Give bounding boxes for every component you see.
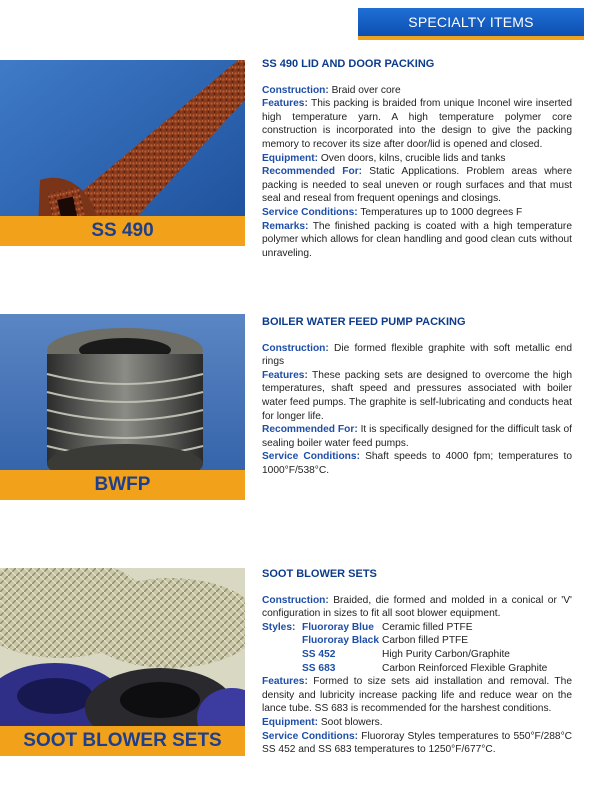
section-header [358, 8, 584, 40]
features-line: Features: This packing is braided from unique Inconel wire inserted high temperature yarn. A high temperature polymer core construction is incorporated into the design to give the packing memory to recover its size after door/lid is opened and closed. [262, 98, 572, 150]
styles-row: Fluororay Black Carbon filled PTFE [302, 635, 469, 647]
product-caption: SOOT BLOWER SETS [0, 726, 245, 756]
equipment-line: Equipment: Oven doors, kilns, crucible lids and tanks [262, 152, 506, 164]
styles-row: SS 683 Carbon Reinforced Flexible Graphite [302, 662, 548, 674]
product-title: SOOT BLOWER SETS [262, 568, 377, 580]
construction-line: Construction: Braid over core [262, 84, 401, 96]
product-photo-soot-blower [0, 568, 245, 756]
construction-line: Construction: Braided, die formed and molded in a conical or 'V' configuration in sizes to fit all soot blower equipment. [262, 594, 572, 620]
product-photo-ss490 [0, 60, 245, 246]
recommended-line: Recommended For: It is specifically designed for the difficult task of sealing boiler water feed pumps. [262, 424, 572, 449]
product-section-soot-blower [262, 568, 572, 757]
service-conditions-line: Service Conditions: Shaft speeds to 4000 fpm; temperatures to 1000°F/538°C. [262, 451, 572, 476]
service-conditions-line: Service Conditions: Temperatures up to 1000 degrees F [262, 206, 523, 218]
product-caption: BWFP [0, 470, 245, 500]
service-conditions-line: Service Conditions: Fluororay Styles temperatures to 550°F/288°C SS 452 and SS 683 temperatures to 1250°F/677°C. [262, 730, 572, 756]
equipment-line: Equipment: Soot blowers. [262, 716, 383, 728]
styles-row: Styles: Fluororay Blue Ceramic filled PTFE [262, 621, 473, 633]
remarks-line: Remarks: The finished packing is coated with a high temperature polymer which allows for clean handling and good clean cuts without unraveling. [262, 220, 572, 259]
product-section-ss490 [262, 58, 572, 260]
features-line: Features: These packing sets are designed to overcome the high temperatures, shaft speed and pressures associated with boiler water feed pumps. The graphite is self-lubricating and conducts heat for longer life. [262, 369, 572, 422]
features-line: Features: Formed to size sets aid installation and removal. The density and lubricity increase packing life and reduce wear on the lance tube. SS 683 is recommended for the harshest conditions. [262, 676, 572, 715]
styles-row: SS 452 High Purity Carbon/Graphite [302, 648, 510, 660]
product-title: BOILER WATER FEED PUMP PACKING [262, 316, 466, 328]
recommended-line: Recommended For: Static Applications. Problem areas where packing is needed to seal uneven or rough surfaces and that must seal and reseal from frequent openings and closings. [262, 166, 572, 205]
styles-table [262, 621, 547, 675]
construction-line: Construction: Die formed flexible graphite with soft metallic end rings [262, 342, 572, 368]
product-section-bwfp [262, 316, 572, 478]
product-title: SS 490 LID AND DOOR PACKING [262, 58, 435, 70]
product-caption: SS 490 [0, 216, 245, 246]
section-header-title: SPECIALTY ITEMS [408, 14, 534, 30]
product-photo-bwfp [0, 314, 245, 500]
